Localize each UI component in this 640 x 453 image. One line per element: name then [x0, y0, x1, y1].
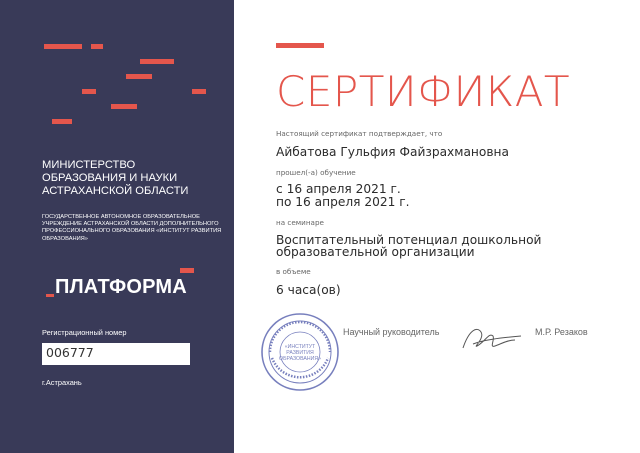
recipient-name: Айбатова Гульфия Файзрахмановна	[276, 145, 509, 159]
registration-label: Регистрационный номер	[42, 328, 127, 337]
svg-text:«ИНСТИТУТ: «ИНСТИТУТ	[284, 344, 316, 350]
event-label: на семинаре	[276, 218, 324, 227]
platform-logo-text: ПЛАТФОРМА	[55, 276, 187, 298]
decor-dash	[111, 104, 137, 109]
volume-label: в объеме	[276, 267, 311, 276]
decor-dash	[91, 44, 103, 49]
decor-dash	[140, 59, 174, 64]
topic-line-1: Воспитательный потенциал дошкольной	[276, 233, 542, 247]
left-panel	[0, 0, 234, 453]
decor-dash	[44, 44, 82, 49]
certificate-title: СЕРТИФИКАТ	[276, 67, 571, 116]
topic-line-2: образовательной организации	[276, 245, 475, 259]
decor-dash	[180, 268, 194, 273]
date-from: с 16 апреля 2021 г.	[276, 182, 401, 196]
volume-value: 6 часа(ов)	[276, 283, 341, 297]
supervisor-label: Научный руководитель	[343, 327, 440, 337]
training-label: прошел(-а) обучение	[276, 168, 356, 177]
date-to: по 16 апреля 2021 г.	[276, 195, 410, 209]
svg-text:РАЗВИТИЯ: РАЗВИТИЯ	[286, 350, 314, 356]
registration-number: 006777	[42, 343, 190, 365]
ministry-name: МИНИСТЕРСТВО ОБРАЗОВАНИЯ И НАУКИ АСТРАХАНСКОЙ ОБЛАСТИ	[42, 159, 189, 197]
decor-dash	[46, 294, 54, 297]
institution-name: ГОСУДАРСТВЕННОЕ АВТОНОМНОЕ ОБРАЗОВАТЕЛЬНОЕ УЧРЕЖДЕНИЕ АСТРАХАНСКОЙ ОБЛАСТИ ДОПОЛНИТЕЛЬНОГО ПРОФЕССИОНАЛЬНОГО ОБРАЗОВАНИЯ «ИНСТИТУТ РАЗВИТИЯ ОБРАЗОВАНИЯ»	[42, 214, 222, 242]
city-label: г.Астрахань	[42, 378, 82, 387]
decor-dash	[126, 74, 152, 79]
signature-icon	[455, 318, 527, 358]
decor-dash	[52, 119, 72, 124]
confirms-text: Настоящий сертификат подтверждает, что	[276, 129, 443, 138]
title-accent-bar	[276, 43, 324, 48]
decor-dash	[82, 89, 96, 94]
supervisor-name: М.Р. Резаков	[535, 327, 588, 337]
stamp-icon	[260, 312, 340, 392]
decor-dash	[192, 89, 206, 94]
svg-text:ОБРАЗОВАНИЯ»: ОБРАЗОВАНИЯ»	[279, 356, 321, 362]
